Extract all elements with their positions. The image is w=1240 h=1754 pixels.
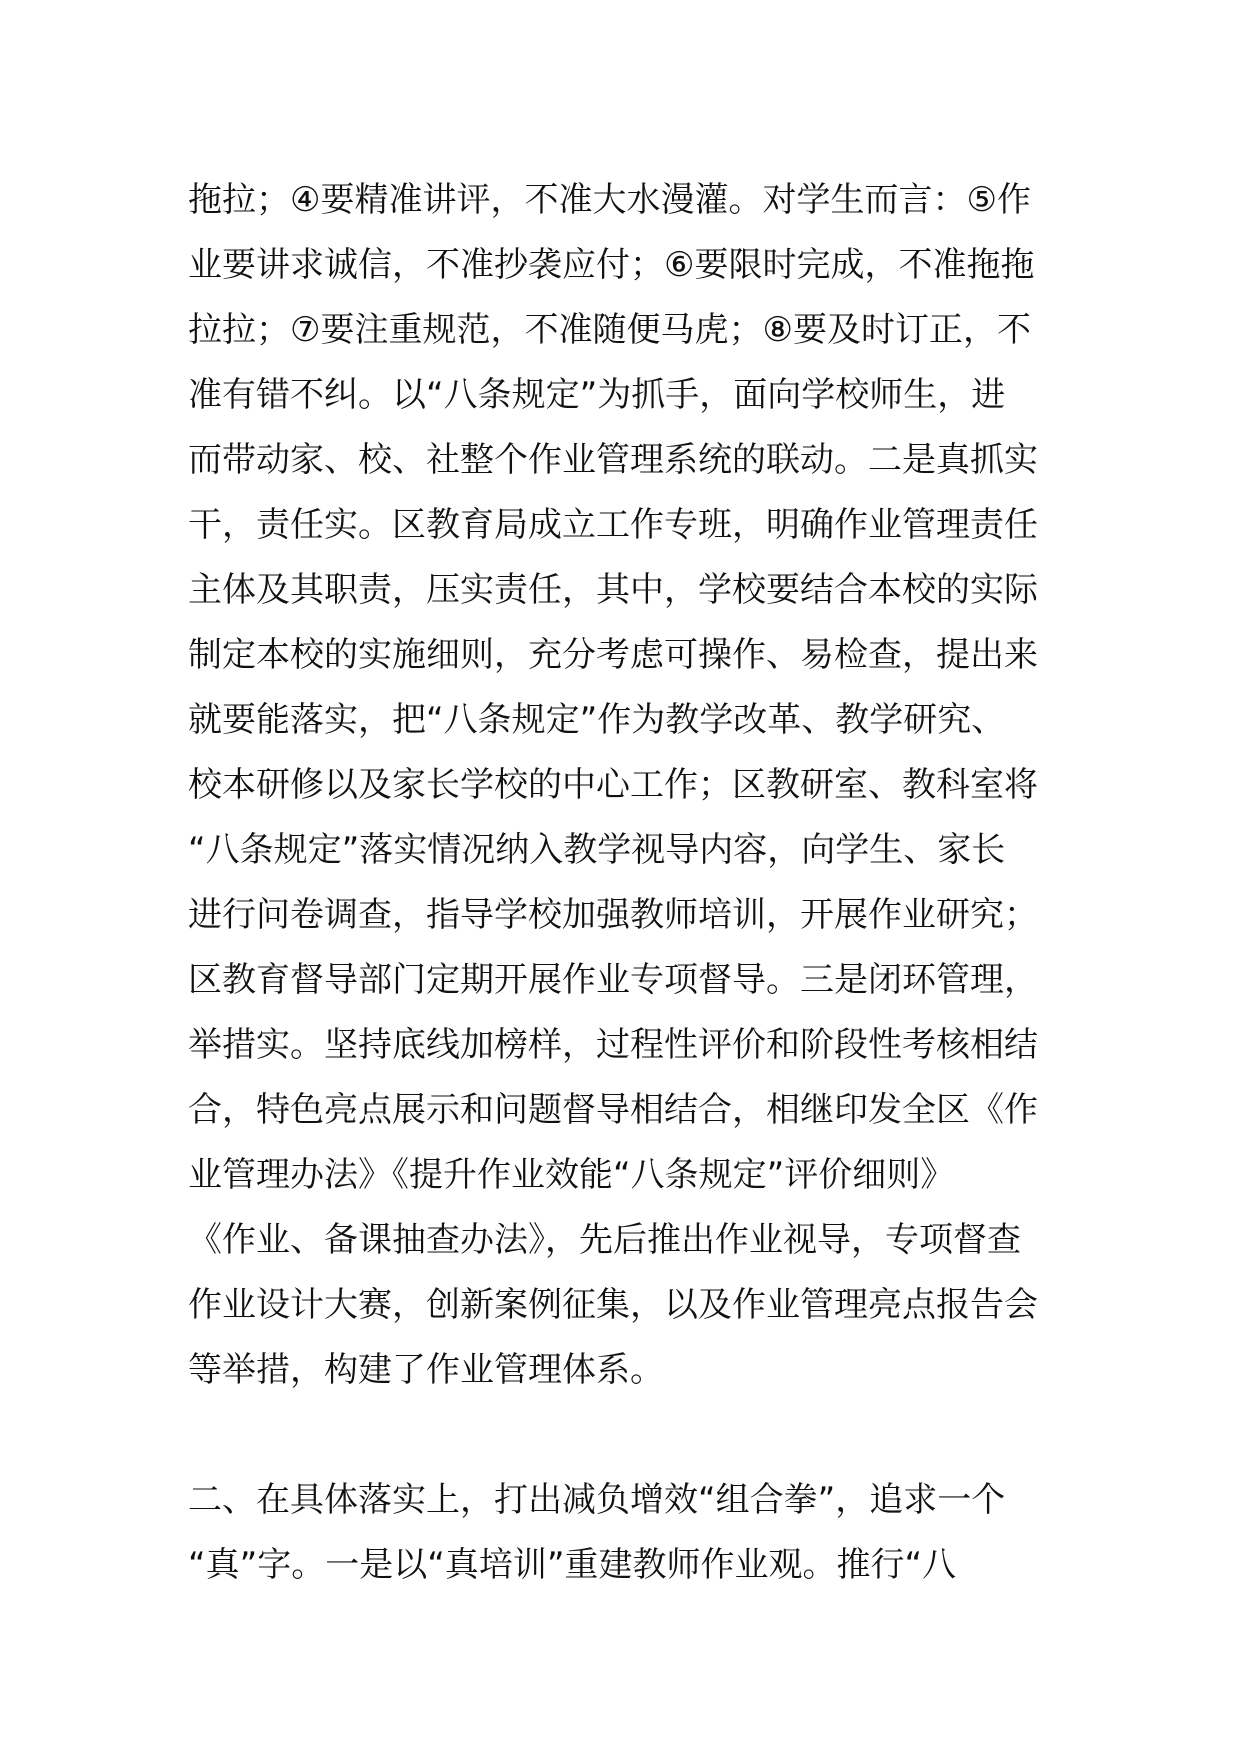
- paragraph-line: 主体及其职责，压实责任，其中，学校要结合本校的实际: [188, 570, 1038, 610]
- section-heading-paragraph: [188, 1468, 1068, 1598]
- paragraph-line: 校本研修以及家长学校的中心工作；区教研室、教科室将: [188, 765, 1038, 805]
- paragraph-line: 拉拉；⑦要注重规范，不准随便马虎；⑧要及时订正，不: [188, 310, 1031, 350]
- paragraph-line: 二、在具体落实上，打出减负增效“组合拳”，追求一个: [188, 1480, 1006, 1520]
- paragraph-line: 业管理办法》《提升作业效能“八条规定”评价细则》: [188, 1155, 955, 1195]
- paragraph-line: 就要能落实，把“八条规定”作为教学改革、教学研究、: [188, 700, 1006, 740]
- paragraph-line: “八条规定”落实情况纳入教学视导内容，向学生、家长: [188, 830, 1006, 870]
- paragraph-line: 业要讲求诚信，不准抄袭应付；⑥要限时完成，不准拖拖: [188, 245, 1035, 285]
- paragraph-line: 作业设计大赛，创新案例征集，以及作业管理亮点报告会: [188, 1285, 1038, 1325]
- body-paragraph-1: [188, 168, 1068, 1403]
- paragraph-line: “真”字。一是以“真培训”重建教师作业观。推行“八: [188, 1545, 957, 1585]
- paragraph-line: 合，特色亮点展示和问题督导相结合，相继印发全区《作: [188, 1090, 1038, 1130]
- paragraph-line: 举措实。坚持底线加榜样，过程性评价和阶段性考核相结: [188, 1025, 1038, 1065]
- paragraph-line: 制定本校的实施细则，充分考虑可操作、易检查，提出来: [188, 635, 1038, 675]
- paragraph-line: 而带动家、校、社整个作业管理系统的联动。二是真抓实: [188, 440, 1038, 480]
- paragraph-line: 《作业、备课抽查办法》，先后推出作业视导，专项督查: [188, 1220, 1021, 1260]
- paragraph-line: 等举措，构建了作业管理体系。: [188, 1350, 664, 1390]
- paragraph-line: 进行问卷调查，指导学校加强教师培训，开展作业研究；: [188, 895, 1038, 935]
- paragraph-line: 干，责任实。区教育局成立工作专班，明确作业管理责任: [188, 505, 1038, 545]
- paragraph-line: 区教育督导部门定期开展作业专项督导。三是闭环管理，: [188, 960, 1038, 1000]
- paragraph-line: 拖拉；④要精准讲评，不准大水漫灌。对学生而言：⑤作: [188, 180, 1031, 220]
- paragraph-line: 准有错不纠。以“八条规定”为抓手，面向学校师生，进: [188, 375, 1006, 415]
